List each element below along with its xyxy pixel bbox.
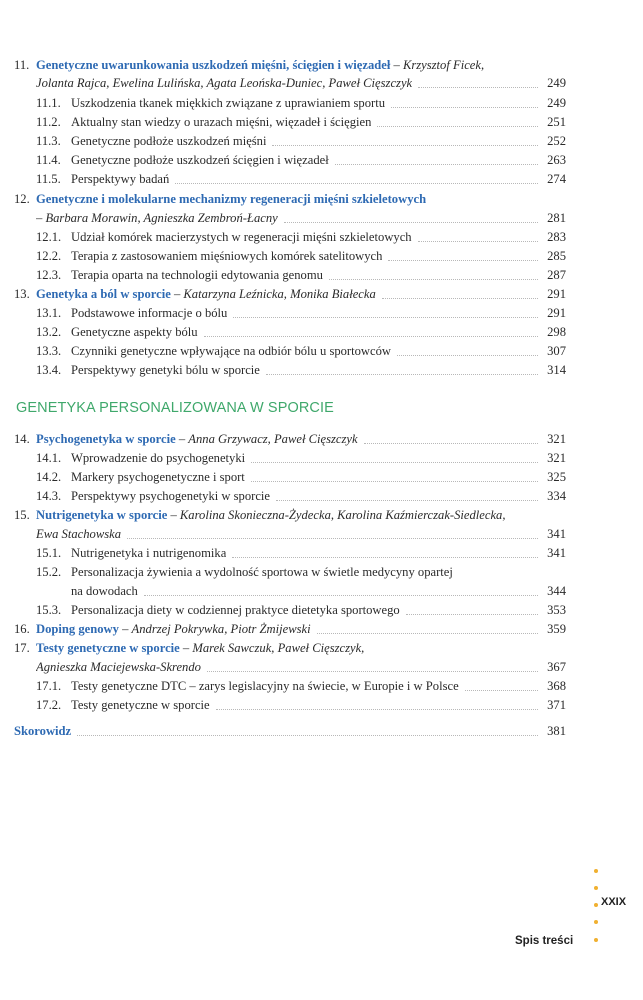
subsection-number: 13.3. (36, 344, 62, 358)
toc-chapter-11-cont[interactable] (36, 76, 566, 91)
footer-dot (594, 938, 598, 942)
page-number: 263 (547, 153, 566, 167)
page-number: 344 (547, 584, 566, 598)
toc-subsection[interactable] (36, 96, 566, 111)
page-number: 368 (547, 679, 566, 693)
footer-dot (594, 903, 598, 907)
toc-chapter-12[interactable] (14, 192, 569, 207)
chapter-title: Nutrigenetyka w sporcie (36, 508, 168, 522)
subsection-title: Terapia z zastosowaniem mięśniowych komórek satelitowych (71, 249, 383, 263)
page-number: 298 (547, 325, 566, 339)
leader-dots (391, 107, 538, 108)
page-number: 325 (547, 470, 566, 484)
leader-dots (397, 355, 538, 356)
chapter-authors: Anna Grzywacz, Paweł Cięszczyk (188, 432, 358, 446)
subsection-number: 15.2. (36, 565, 62, 579)
subsection-number: 12.1. (36, 230, 62, 244)
footer-dot (594, 869, 598, 873)
toc-subsection[interactable] (36, 363, 566, 378)
subsection-title: Perspektywy genetyki bólu w sporcie (71, 363, 260, 377)
leader-dots (144, 595, 538, 596)
page-number: 321 (547, 451, 566, 465)
page-number: 307 (547, 344, 566, 358)
page-number: 341 (547, 546, 566, 560)
toc-subsection[interactable] (36, 470, 566, 485)
chapter-number: 14. (14, 432, 30, 446)
footer-dot (594, 886, 598, 890)
toc-subsection[interactable] (36, 306, 566, 321)
leader-dots (418, 87, 538, 88)
toc-subsection[interactable] (36, 546, 566, 561)
leader-dots (77, 735, 538, 736)
subsection-title: Genetyczne aspekty bólu (71, 325, 198, 339)
leader-dots (418, 241, 538, 242)
leader-dots (175, 183, 538, 184)
chapter-number: 11. (14, 58, 30, 72)
leader-dots (272, 145, 538, 146)
chapter-authors: Andrzej Pokrywka, Piotr Żmijewski (131, 622, 311, 636)
subsection-number: 11.1. (36, 96, 61, 110)
leader-dots (251, 462, 538, 463)
toc-chapter-16[interactable]: 16. Doping genowy – Andrzej Pokrywka, Piotr Żmijewski 359 (14, 622, 566, 636)
page-number: 359 (547, 622, 566, 636)
leader-dots (284, 222, 538, 223)
leader-dots (204, 336, 538, 337)
chapter-authors: Agnieszka Maciejewska-Skrendo (36, 660, 201, 674)
page-folio: XXIX (601, 896, 627, 908)
toc-chapter-15[interactable]: 15. Nutrigenetyka w sporcie – Karolina Skonieczna-Żydecka, Karolina Kaźmierczak-Siedlecka, (14, 508, 506, 522)
page-number: 251 (547, 115, 566, 129)
subsection-title: Testy genetyczne DTC – zarys legislacyjny na świecie, w Europie i w Polsce (71, 679, 459, 693)
page-number: 291 (547, 287, 566, 301)
subsection-number: 12.2. (36, 249, 62, 263)
subsection-number: 12.3. (36, 268, 62, 282)
subsection-title: Genetyczne podłoże uszkodzeń mięśni (71, 134, 267, 148)
subsection-title: Personalizacja diety w codziennej praktyce dietetyka sportowego (71, 603, 400, 617)
chapter-authors: Ewa Stachowska (36, 527, 122, 541)
page-number: 371 (547, 698, 566, 712)
leader-dots (233, 317, 538, 318)
subsection-title: Markery psychogenetyczne i sport (71, 470, 245, 484)
subsection-number: 11.2. (36, 115, 61, 129)
leader-dots (207, 671, 538, 672)
toc-subsection[interactable] (36, 565, 566, 580)
running-title: Spis treści (515, 935, 574, 947)
subsection-title: Uszkodzenia tkanek miękkich związane z uprawianiem sportu (71, 96, 386, 110)
page-number: 274 (547, 172, 566, 186)
chapter-title: Doping genowy (36, 622, 119, 636)
page-number: 314 (547, 363, 566, 377)
leader-dots (465, 690, 538, 691)
toc-subsection[interactable] (36, 134, 566, 149)
toc-chapter-13[interactable]: 13. Genetyka a ból w sporcie – Katarzyna Leźnicka, Monika Białecka 291 (14, 287, 566, 301)
subsection-title: Wprowadzenie do psychogenetyki (71, 451, 246, 465)
page-number: 281 (547, 211, 566, 225)
toc-chapter-17-cont[interactable] (36, 660, 566, 675)
leader-dots (276, 500, 538, 501)
toc-subsection[interactable] (36, 603, 566, 618)
subsection-number: 14.1. (36, 451, 62, 465)
subsection-number: 13.1. (36, 306, 62, 320)
page-number: 249 (547, 76, 566, 90)
page-number: 341 (547, 527, 566, 541)
chapter-authors: Karolina Skonieczna-Żydecka, Karolina Kaźmierczak-Siedlecka, (179, 508, 506, 522)
leader-dots (216, 709, 538, 710)
chapter-title: Genetyczne uwarunkowania uszkodzeń mięśni, ścięgien i więzadeł (36, 58, 391, 72)
subsection-number: 14.2. (36, 470, 62, 484)
page-number: 283 (547, 230, 566, 244)
leader-dots (251, 481, 538, 482)
subsection-number: 17.2. (36, 698, 62, 712)
page-number: 334 (547, 489, 566, 503)
subsection-title: Czynniki genetyczne wpływające na odbiór bólu u sportowców (71, 344, 392, 358)
page-number: 252 (547, 134, 566, 148)
leader-dots (364, 443, 538, 444)
toc-subsection[interactable] (36, 489, 566, 504)
toc-chapter-12-cont[interactable] (36, 211, 566, 226)
toc-chapter-15-cont[interactable] (36, 527, 566, 542)
subsection-number: 11.4. (36, 153, 61, 167)
subsection-title: Genetyczne podłoże uszkodzeń ścięgien i więzadeł (71, 153, 329, 167)
subsection-title: Personalizacja żywienia a wydolność sportowa w świetle medycyny opartej (71, 565, 453, 579)
toc-subsection[interactable] (36, 172, 566, 187)
leader-dots (335, 164, 538, 165)
toc-subsection[interactable] (36, 698, 566, 713)
page-number: 321 (547, 432, 566, 446)
toc-chapter-11[interactable]: 11. Genetyczne uwarunkowania uszkodzeń mięśni, ścięgien i więzadeł – Krzysztof Ficek, (14, 58, 485, 72)
toc-subsection-cont[interactable] (71, 584, 566, 599)
leader-dots (266, 374, 538, 375)
subsection-number: 13.4. (36, 363, 62, 377)
subsection-title: Perspektywy badań (71, 172, 170, 186)
page-number: 285 (547, 249, 566, 263)
chapter-number: 17. (14, 641, 30, 655)
toc-chapter-17[interactable]: 17. Testy genetyczne w sporcie – Marek Sawczuk, Paweł Cięszczyk, (14, 641, 365, 655)
chapter-title: Genetyka a ból w sporcie (36, 287, 171, 301)
subsection-number: 11.3. (36, 134, 61, 148)
toc-subsection[interactable] (36, 249, 566, 264)
leader-dots (406, 614, 538, 615)
toc-chapter-14[interactable]: 14. Psychogenetyka w sporcie – Anna Grzywacz, Paweł Cięszczyk 321 (14, 432, 566, 446)
toc-index[interactable] (14, 724, 566, 739)
leader-dots (382, 298, 538, 299)
subsection-title: Podstawowe informacje o bólu (71, 306, 228, 320)
subsection-number: 17.1. (36, 679, 62, 693)
chapter-title: Psychogenetyka w sporcie (36, 432, 176, 446)
leader-dots (388, 260, 538, 261)
subsection-number: 14.3. (36, 489, 62, 503)
chapter-authors: Marek Sawczuk, Paweł Cięszczyk, (192, 641, 365, 655)
page-number: 381 (547, 724, 566, 738)
chapter-number: 16. (14, 622, 30, 636)
chapter-authors: Katarzyna Leźnicka, Monika Białecka (183, 287, 376, 301)
toc-subsection[interactable] (36, 153, 566, 168)
chapter-number: 12. (14, 192, 30, 206)
subsection-number: 15.3. (36, 603, 62, 617)
chapter-authors: Jolanta Rajca, Ewelina Lulińska, Agata Leońska-Duniec, Paweł Cięszczyk (36, 76, 413, 90)
index-label: Skorowidz (14, 724, 72, 738)
chapter-title: Genetyczne i molekularne mechanizmy regeneracji mięśni szkieletowych (36, 192, 427, 206)
section-heading: GENETYKA PERSONALIZOWANA W SPORCIE (16, 400, 334, 416)
subsection-title: Perspektywy psychogenetyki w sporcie (71, 489, 271, 503)
subsection-title: Aktualny stan wiedzy o urazach mięśni, więzadeł i ścięgien (71, 115, 372, 129)
page-number: 353 (547, 603, 566, 617)
leader-dots (127, 538, 538, 539)
chapter-number: 15. (14, 508, 30, 522)
page-number: 287 (547, 268, 566, 282)
subsection-title: Terapia oparta na technologii edytowania genomu (71, 268, 323, 282)
toc-subsection[interactable] (36, 115, 566, 130)
toc-subsection[interactable] (36, 679, 566, 694)
toc-subsection[interactable] (36, 325, 566, 340)
chapter-number: 13. (14, 287, 30, 301)
subsection-title: Testy genetyczne w sporcie (71, 698, 210, 712)
toc-subsection[interactable] (36, 230, 566, 245)
toc-subsection[interactable] (36, 344, 566, 359)
page-number: 249 (547, 96, 566, 110)
chapter-authors: – Barbara Morawin, Agnieszka Zembroń-Łacny (36, 211, 278, 225)
leader-dots (317, 633, 538, 634)
subsection-number: 15.1. (36, 546, 62, 560)
subsection-title: na dowodach (71, 584, 138, 598)
chapter-authors: Krzysztof Ficek, (402, 58, 485, 72)
subsection-title: Udział komórek macierzystych w regeneracji mięśni szkieletowych (71, 230, 412, 244)
toc-subsection[interactable] (36, 451, 566, 466)
toc-subsection[interactable] (36, 268, 566, 283)
chapter-title: Testy genetyczne w sporcie (36, 641, 180, 655)
subsection-number: 11.5. (36, 172, 61, 186)
leader-dots (377, 126, 538, 127)
subsection-number: 13.2. (36, 325, 62, 339)
leader-dots (329, 279, 538, 280)
subsection-title: Nutrigenetyka i nutrigenomika (71, 546, 227, 560)
leader-dots (232, 557, 538, 558)
page-number: 367 (547, 660, 566, 674)
footer-dot (594, 920, 598, 924)
page-number: 291 (547, 306, 566, 320)
